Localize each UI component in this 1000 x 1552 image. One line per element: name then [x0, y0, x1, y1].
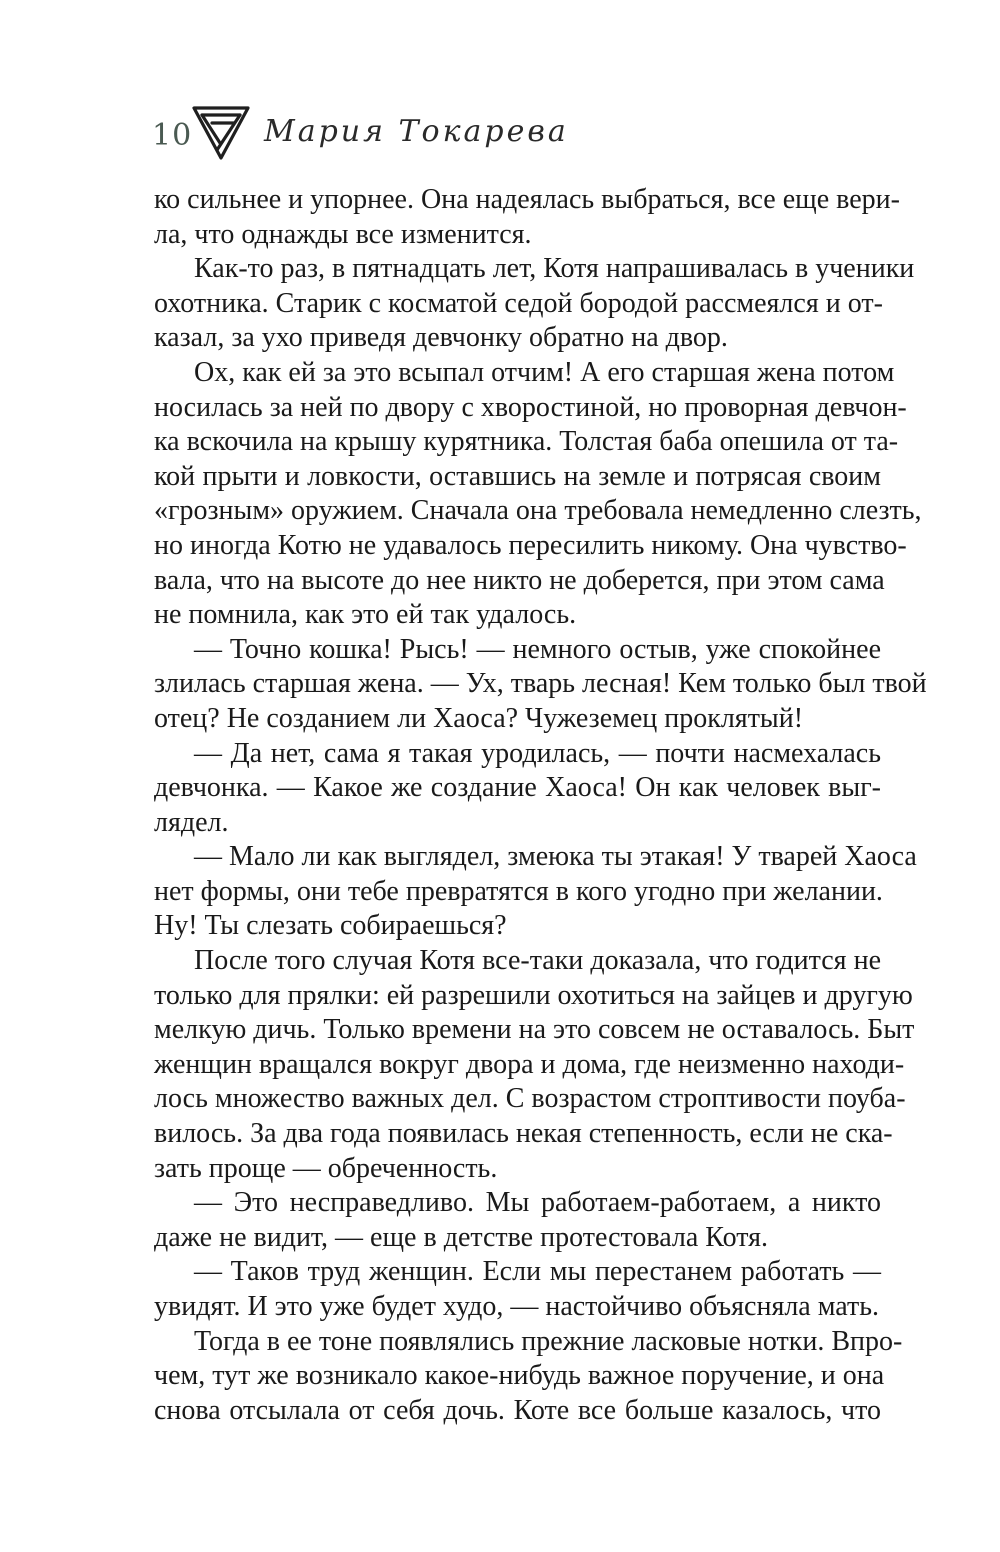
text-line: После того случая Котя все-таки доказала, что годится не: [194, 945, 881, 977]
text-line: — Таков труд женщин. Если мы перестанем работать —: [194, 1256, 881, 1288]
text-line: женщин вращался вокруг двора и дома, где неизменно находи-: [154, 1048, 905, 1080]
text-line: «грозным» оружием. Сначала она требовала немедленно слезть,: [154, 495, 922, 527]
text-line: кой прыти и ловкости, оставшись на земле и потрясая своим: [154, 460, 881, 492]
text-line: только для прялки: ей разрешили охотиться на зайцев и другую: [154, 979, 913, 1011]
text-line: Тогда в ее тоне появлялись прежние ласковые нотки. Впро-: [194, 1325, 903, 1357]
text-line: но иногда Котю не удавалось пересилить никому. Она чувство-: [154, 529, 907, 561]
page-number: 10: [152, 118, 193, 153]
text-line: чем, тут же возникало какое-нибудь важное поручение, и она: [154, 1360, 885, 1392]
text-line: охотника. Старик с косматой седой бородой рассмеялся и от-: [154, 287, 883, 319]
author-name: Мария Токарева: [264, 114, 569, 149]
text-line: — Мало ли как выглядел, змеюка ты этакая! У тварей Хаоса: [194, 841, 917, 873]
text-line: ка вскочила на крышу курятника. Толстая баба опешила от та-: [154, 426, 899, 458]
text-line: Как-то раз, в пятнадцать лет, Котя напрашивалась в ученики: [194, 253, 915, 285]
text-line: не помнила, как это ей так удалось.: [154, 599, 577, 631]
triangle-knot-logo-icon: [190, 102, 252, 164]
text-line: снова отсылала от себя дочь. Коте все больше казалось, что: [154, 1394, 881, 1426]
page-body-text: [154, 183, 927, 1428]
text-line: зать проще — обреченность.: [154, 1152, 498, 1184]
text-line: носилась за ней по двору с хворостиной, но проворная девчон-: [154, 391, 907, 423]
text-line: нет формы, они тебе превратятся в кого угодно при желании.: [154, 875, 883, 907]
text-line: Ну! Ты слезать собираешься?: [154, 910, 507, 942]
text-line: даже не видит, — еще в детстве протестовала Котя.: [154, 1221, 768, 1253]
text-line: лядел.: [154, 806, 229, 838]
text-line: лось множество важных дел. С возрастом строптивости поуба-: [154, 1083, 906, 1115]
text-line: вала, что на высоте до нее никто не доберется, при этом сама: [154, 564, 885, 596]
text-line: вилось. За два года появилась некая степенность, если не ска-: [154, 1118, 893, 1150]
running-header: [152, 96, 852, 174]
text-line: девчонка. — Какое же создание Хаоса! Он как человек выг-: [154, 772, 881, 804]
text-line: казал, за ухо приведя девчонку обратно на двор.: [154, 322, 728, 354]
text-line: Ох, как ей за это всыпал отчим! А его старшая жена потом: [194, 356, 895, 388]
text-line: ко сильнее и упорнее. Она надеялась выбраться, все еще вери-: [154, 184, 900, 215]
text-line: злилась старшая жена. — Ух, тварь лесная! Кем только был твой: [154, 668, 927, 700]
text-line: отец? Не созданием ли Хаоса? Чужеземец проклятый!: [154, 702, 804, 734]
text-line: увидят. И это уже будет худо, — настойчиво объясняла мать.: [154, 1291, 879, 1322]
text-line: — Да нет, сама я такая уродилась, — почти насмехалась: [194, 737, 881, 769]
text-line: мелкую дичь. Только времени на это совсем не оставалось. Быт: [154, 1014, 915, 1046]
text-line: — Точно кошка! Рысь! — немного остыв, уже спокойнее: [194, 633, 881, 665]
text-line: — Это несправедливо. Мы работаем-работаем, а никто: [194, 1187, 881, 1219]
text-line: ла, что однажды все изменится.: [154, 218, 532, 250]
